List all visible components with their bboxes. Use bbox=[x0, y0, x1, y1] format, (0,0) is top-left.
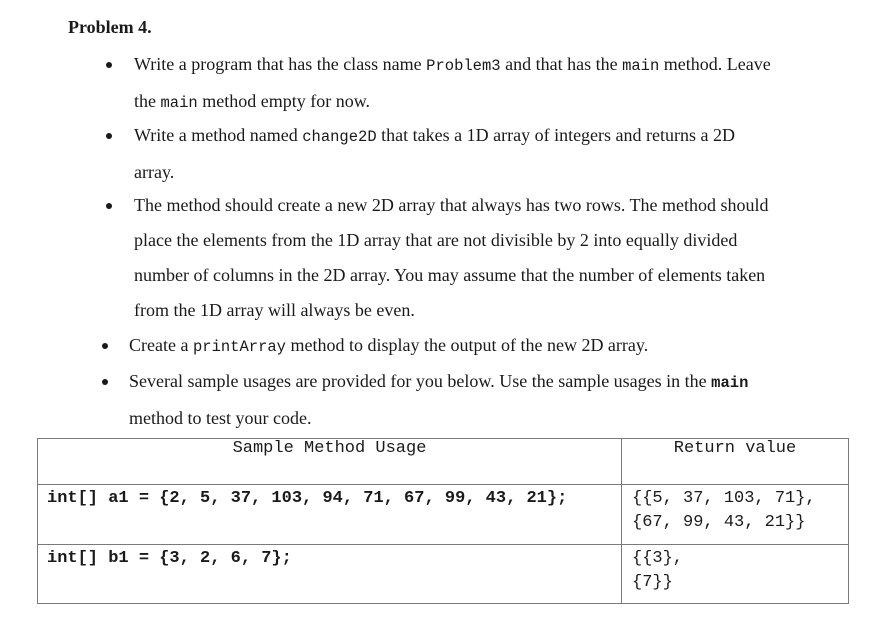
text-run: Create a bbox=[129, 335, 193, 355]
bullet-item bbox=[134, 118, 891, 190]
bullet-dot-icon bbox=[106, 133, 112, 139]
bullet-item bbox=[129, 364, 889, 436]
bullet-line bbox=[134, 118, 891, 155]
text-run: method to display the output of the new 2D array. bbox=[285, 335, 649, 355]
inline-code: printArray bbox=[192, 338, 286, 356]
bullet-line bbox=[134, 188, 891, 223]
inline-code: main bbox=[160, 94, 198, 112]
bullet-item bbox=[134, 47, 891, 121]
return-code: {{3}, {7}} bbox=[632, 549, 684, 592]
bullet-dot-icon bbox=[106, 62, 112, 68]
table-header-row bbox=[38, 439, 849, 485]
bullet-line bbox=[134, 155, 891, 190]
text-run: method. Leave bbox=[659, 54, 771, 74]
text-run: number of columns in the 2D array. You may assume that the number of elements taken bbox=[134, 265, 766, 285]
text-run: and that has the bbox=[500, 54, 623, 74]
table-row bbox=[38, 545, 849, 604]
text-run: Write a program that has the class name bbox=[134, 54, 427, 74]
usage-code: int[] b1 = {3, 2, 6, 7}; bbox=[47, 549, 292, 568]
text-run: method empty for now. bbox=[197, 91, 371, 111]
return-cell bbox=[622, 485, 849, 545]
problem-title: Problem 4. bbox=[68, 17, 152, 37]
bullet-text bbox=[134, 47, 891, 121]
usage-code: int[] a1 = {2, 5, 37, 103, 94, 71, 67, 99, 43, 21}; bbox=[47, 489, 568, 508]
bullet-line bbox=[129, 328, 889, 365]
text-run: method to test your code. bbox=[129, 408, 312, 428]
text-run: Write a method named bbox=[134, 125, 303, 145]
bullet-line bbox=[129, 364, 889, 401]
text-run: array. bbox=[134, 162, 175, 182]
bullet-line bbox=[134, 258, 891, 293]
inline-code: change2D bbox=[302, 128, 377, 146]
bullet-item bbox=[129, 328, 889, 365]
text-run: place the elements from the 1D array that are not divisible by 2 into equally divided bbox=[134, 230, 738, 250]
bullet-line bbox=[129, 401, 889, 436]
header-return-value: Return value bbox=[622, 439, 849, 485]
inline-code: main bbox=[622, 57, 660, 75]
sample-usage-table bbox=[37, 438, 849, 604]
bullet-dot-icon bbox=[106, 203, 112, 209]
text-run: Several sample usages are provided for you below. Use the sample usages in the bbox=[129, 371, 712, 391]
bullet-line bbox=[134, 47, 891, 84]
bullet-text bbox=[134, 188, 891, 328]
return-code: {{5, 37, 103, 71}, {67, 99, 43, 21}} bbox=[632, 489, 816, 532]
usage-cell bbox=[38, 485, 622, 545]
header-sample-method-usage: Sample Method Usage bbox=[38, 439, 622, 485]
bullet-line bbox=[134, 293, 891, 328]
bullet-dot-icon bbox=[102, 379, 108, 385]
bullet-dot-icon bbox=[102, 343, 108, 349]
text-run: the bbox=[134, 91, 161, 111]
bullet-item bbox=[134, 188, 891, 328]
usage-cell bbox=[38, 545, 622, 604]
return-cell bbox=[622, 545, 849, 604]
bullet-text bbox=[129, 328, 889, 365]
table-row bbox=[38, 485, 849, 545]
text-run: The method should create a new 2D array that always has two rows. The method should bbox=[134, 195, 769, 215]
text-run: from the 1D array will always be even. bbox=[134, 300, 415, 320]
bullet-text bbox=[129, 364, 889, 436]
inline-code: Problem3 bbox=[426, 57, 501, 75]
text-run: that takes a 1D array of integers and returns a 2D bbox=[376, 125, 736, 145]
bullet-line bbox=[134, 84, 891, 121]
bullet-line bbox=[134, 223, 891, 258]
inline-code: main bbox=[711, 374, 749, 392]
bullet-text bbox=[134, 118, 891, 190]
